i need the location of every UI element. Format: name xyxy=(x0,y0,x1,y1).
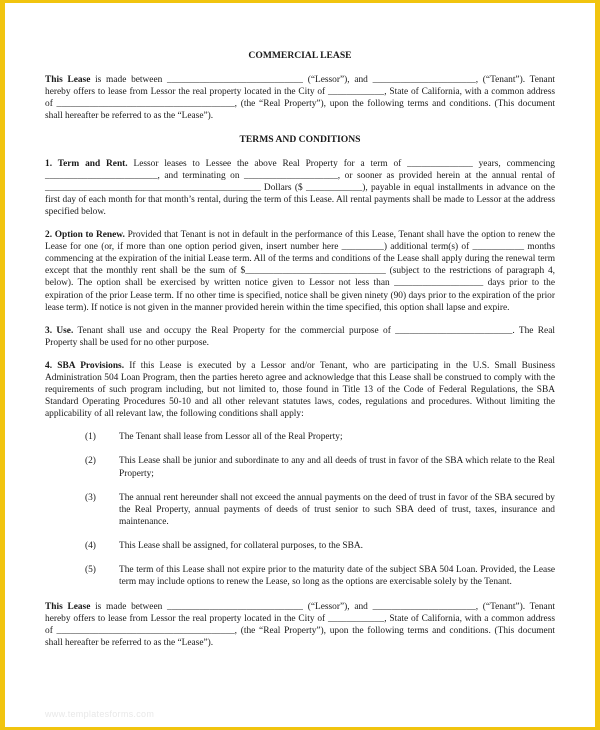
section-lead: 3. Use. xyxy=(45,325,74,336)
condition-text: This Lease shall be assigned, for collateral purposes, to the SBA. xyxy=(119,540,363,551)
section-lead: 2. Option to Renew. xyxy=(45,230,125,241)
section-text: Provided that Tenant is not in default in the performance of this Lease, Tenant shall have the option to renew the Lease for one (or, if more than one option period given, insert number here _________) additional term(s) of ___________ months commencing at the expiration of the initial Lease term. All of the terms and conditions of the Lease shall apply during the renewal term except that the monthly rent shall be the sum of $______________________________ (subject to the restrictions of paragraph 4, below). The option shall be exercised by written notice given to Lessor not less than ___________________ days prior to the expiration of the prior Lease term. If no other time is specified, notice shall be given ninety (90) days prior to the expiration of the prior lease term). If notice is not given in the manner provided herein within the time specified, this option shall lapse and expire. xyxy=(45,230,556,313)
condition-text: The term of this Lease shall not expire prior to the maturity date of the subject SBA 504 Loan. Provided, the Lease term may include options to renew the Lease, so long as the options are exercisable solely by the Tenant. xyxy=(119,565,555,588)
section-text: Tenant shall use and occupy the Real Property for the commercial purpose of _________________________. The Real Property shall be used for no other purpose. xyxy=(45,325,555,348)
section-text: Lessor leases to Lessee the above Real Property for a term of ______________ years, commencing ________________________, and terminating on ____________________, or sooner as provided herein at the annual rental of ______________________________________________ Dollars ($ ____________), payable in equal installments in advance on the first day of each month for that month’s rental, during the term of this Lease. All rental payments shall be made to Lessor at the address specified below. xyxy=(45,158,555,217)
terms-heading: TERMS AND CONDITIONS xyxy=(239,134,361,146)
document-title: COMMERCIAL LEASE xyxy=(248,50,352,61)
condition-number: (5) xyxy=(85,565,96,575)
condition-text: The Tenant shall lease from Lessor all of the Real Property; xyxy=(119,432,343,443)
condition-text: The annual rent hereunder shall not exceed the annual payments on the deed of trust in favor of the SBA secured by the Real Property, annual payments of deeds of trust senior to such SBA deed of trust, taxes, insurance and maintenance. xyxy=(119,492,555,527)
condition-number: (4) xyxy=(85,540,96,551)
list-item xyxy=(45,455,555,479)
opening-lead: This Lease xyxy=(45,75,91,86)
section-lead: 4. SBA Provisions. xyxy=(45,360,125,371)
opening-text: is made between _____________________________ (“Lessor”), and ______________________, (“Tenant”). Tenant hereby offers to lease from Lessor the real property located in the City of ____________, State of California, with a common address of ______________________________________, (the “Real Property”), upon the following terms and conditions. (This document shall hereafter be referred to as the “Lease”). xyxy=(45,75,555,122)
condition-text: This Lease shall be junior and subordinate to any and all deeds of trust in favor of the SBA which relate to the Real Property; xyxy=(119,456,555,479)
condition-number: (2) xyxy=(85,456,96,467)
section-lead: 1. Term and Rent. xyxy=(45,158,128,169)
section-text: If this Lease is executed by a Lessor and/or Tenant, who are participating in the U.S. Small Business Administration 504 Loan Program, then the parties hereto agree and acknowledge that this Lease shall be construed to comply with the requirements of such program including, but not limited to, those found in Title 13 of the Code of Federal Regulations, the SBA Standard Operating Procedures 50-10 and all other relevant statutes laws, codes, regulations and procedures. Without limiting the applicability of all relevant law, the following conditions shall apply: xyxy=(45,360,555,420)
condition-number: (3) xyxy=(85,492,96,503)
list-item xyxy=(45,431,555,443)
condition-number: (1) xyxy=(85,432,96,443)
section-sba-provisions xyxy=(45,360,555,420)
document-page xyxy=(5,3,595,727)
closing-text: is made between _____________________________ (“Lessor”), and ______________________, (“Tenant”). Tenant hereby offers to lease from Lessor the real property located in the City of ____________, State of California, with a common address of ______________________________________, (the “Real Property”), upon the following terms and conditions. (This document shall hereafter be referred to as the “Lease”). xyxy=(45,602,555,649)
closing-paragraph xyxy=(45,601,555,649)
document-body xyxy=(45,50,555,661)
closing-lead: This Lease xyxy=(45,602,91,613)
list-item xyxy=(45,492,555,528)
list-item xyxy=(45,540,555,552)
list-item xyxy=(45,564,555,588)
section-use xyxy=(45,325,555,349)
sba-conditions-list xyxy=(45,431,555,588)
section-option-to-renew xyxy=(45,229,555,314)
opening-paragraph xyxy=(45,74,555,122)
section-term-and-rent xyxy=(45,158,555,218)
watermark: www.templatesforms.com xyxy=(45,709,155,719)
